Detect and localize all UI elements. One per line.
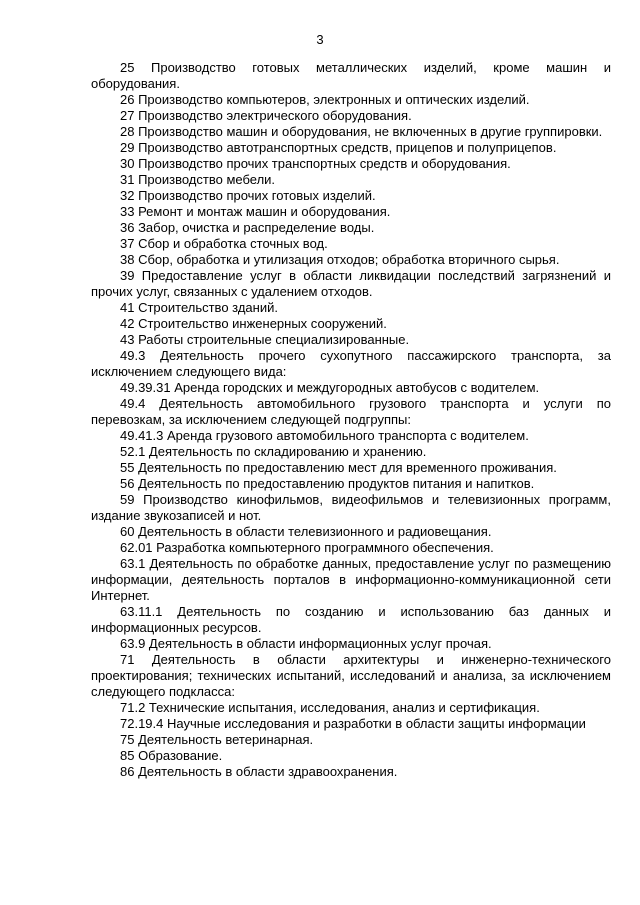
list-item: 25 Производство готовых металлических изделий, кроме машин и оборудования. [91,60,611,91]
list-item: 32 Производство прочих готовых изделий. [120,188,376,203]
list-item: 33 Ремонт и монтаж машин и оборудования. [120,204,391,219]
list-item: 38 Сбор, обработка и утилизация отходов; обработка вторичного сырья. [120,252,560,267]
list-item: 59 Производство кинофильмов, видеофильмов и телевизионных программ, издание звукозаписей и нот. [91,492,611,523]
list-item: 71.2 Технические испытания, исследования, анализ и сертификация. [120,700,540,715]
okved-list [91,60,611,780]
list-item: 56 Деятельность по предоставлению продуктов питания и напитков. [120,476,535,491]
list-item: 31 Производство мебели. [120,172,276,187]
list-item: 37 Сбор и обработка сточных вод. [120,236,328,251]
list-item: 49.41.3 Аренда грузового автомобильного транспорта с водителем. [120,428,529,443]
list-item: 52.1 Деятельность по складированию и хранению. [120,444,427,459]
list-item: 60 Деятельность в области телевизионного и радиовещания. [120,524,492,539]
list-item: 26 Производство компьютеров, электронных и оптических изделий. [120,92,530,107]
list-item: 72.19.4 Научные исследования и разработки в области защиты информации [120,716,586,731]
list-item: 42 Строительство инженерных сооружений. [120,316,387,331]
list-item: 49.39.31 Аренда городских и междугородных автобусов с водителем. [120,380,540,395]
list-item: 63.9 Деятельность в области информационных услуг прочая. [120,636,492,651]
list-item: 75 Деятельность ветеринарная. [120,732,314,747]
list-item: 55 Деятельность по предоставлению мест для временного проживания. [120,460,557,475]
list-item: 36 Забор, очистка и распределение воды. [120,220,375,235]
list-item: 49.3 Деятельность прочего сухопутного пассажирского транспорта, за исключением следующего вида: [91,348,611,379]
list-item: 43 Работы строительные специализированные. [120,332,410,347]
list-item: 62.01 Разработка компьютерного программного обеспечения. [120,540,494,555]
page-number: 3 [316,32,324,47]
list-item: 86 Деятельность в области здравоохранения. [120,764,398,779]
list-item: 27 Производство электрического оборудования. [120,108,412,123]
list-item: 85 Образование. [120,748,223,763]
list-item: 49.4 Деятельность автомобильного грузового транспорта и услуги по перевозкам, за исключением следующей подгруппы: [91,396,611,427]
list-item: 63.1 Деятельность по обработке данных, предоставление услуг по размещению информации, деятельность порталов в информационно-коммуникационной сети Интернет. [91,556,611,603]
list-item: 41 Строительство зданий. [120,300,278,315]
list-item: 30 Производство прочих транспортных средств и оборудования. [120,156,511,171]
list-item: 39 Предоставление услуг в области ликвидации последствий загрязнений и прочих услуг, связанных с удалением отходов. [91,268,611,299]
list-item: 63.11.1 Деятельность по созданию и использованию баз данных и информационных ресурсов. [91,604,611,635]
list-item: 29 Производство автотранспортных средств, прицепов и полуприцепов. [120,140,557,155]
list-item: 28 Производство машин и оборудования, не включенных в другие группировки. [120,124,603,139]
list-item: 71 Деятельность в области архитектуры и инженерно-технического проектирования; технических испытаний, исследований и анализа, за исключением следующего подкласса: [91,652,611,699]
